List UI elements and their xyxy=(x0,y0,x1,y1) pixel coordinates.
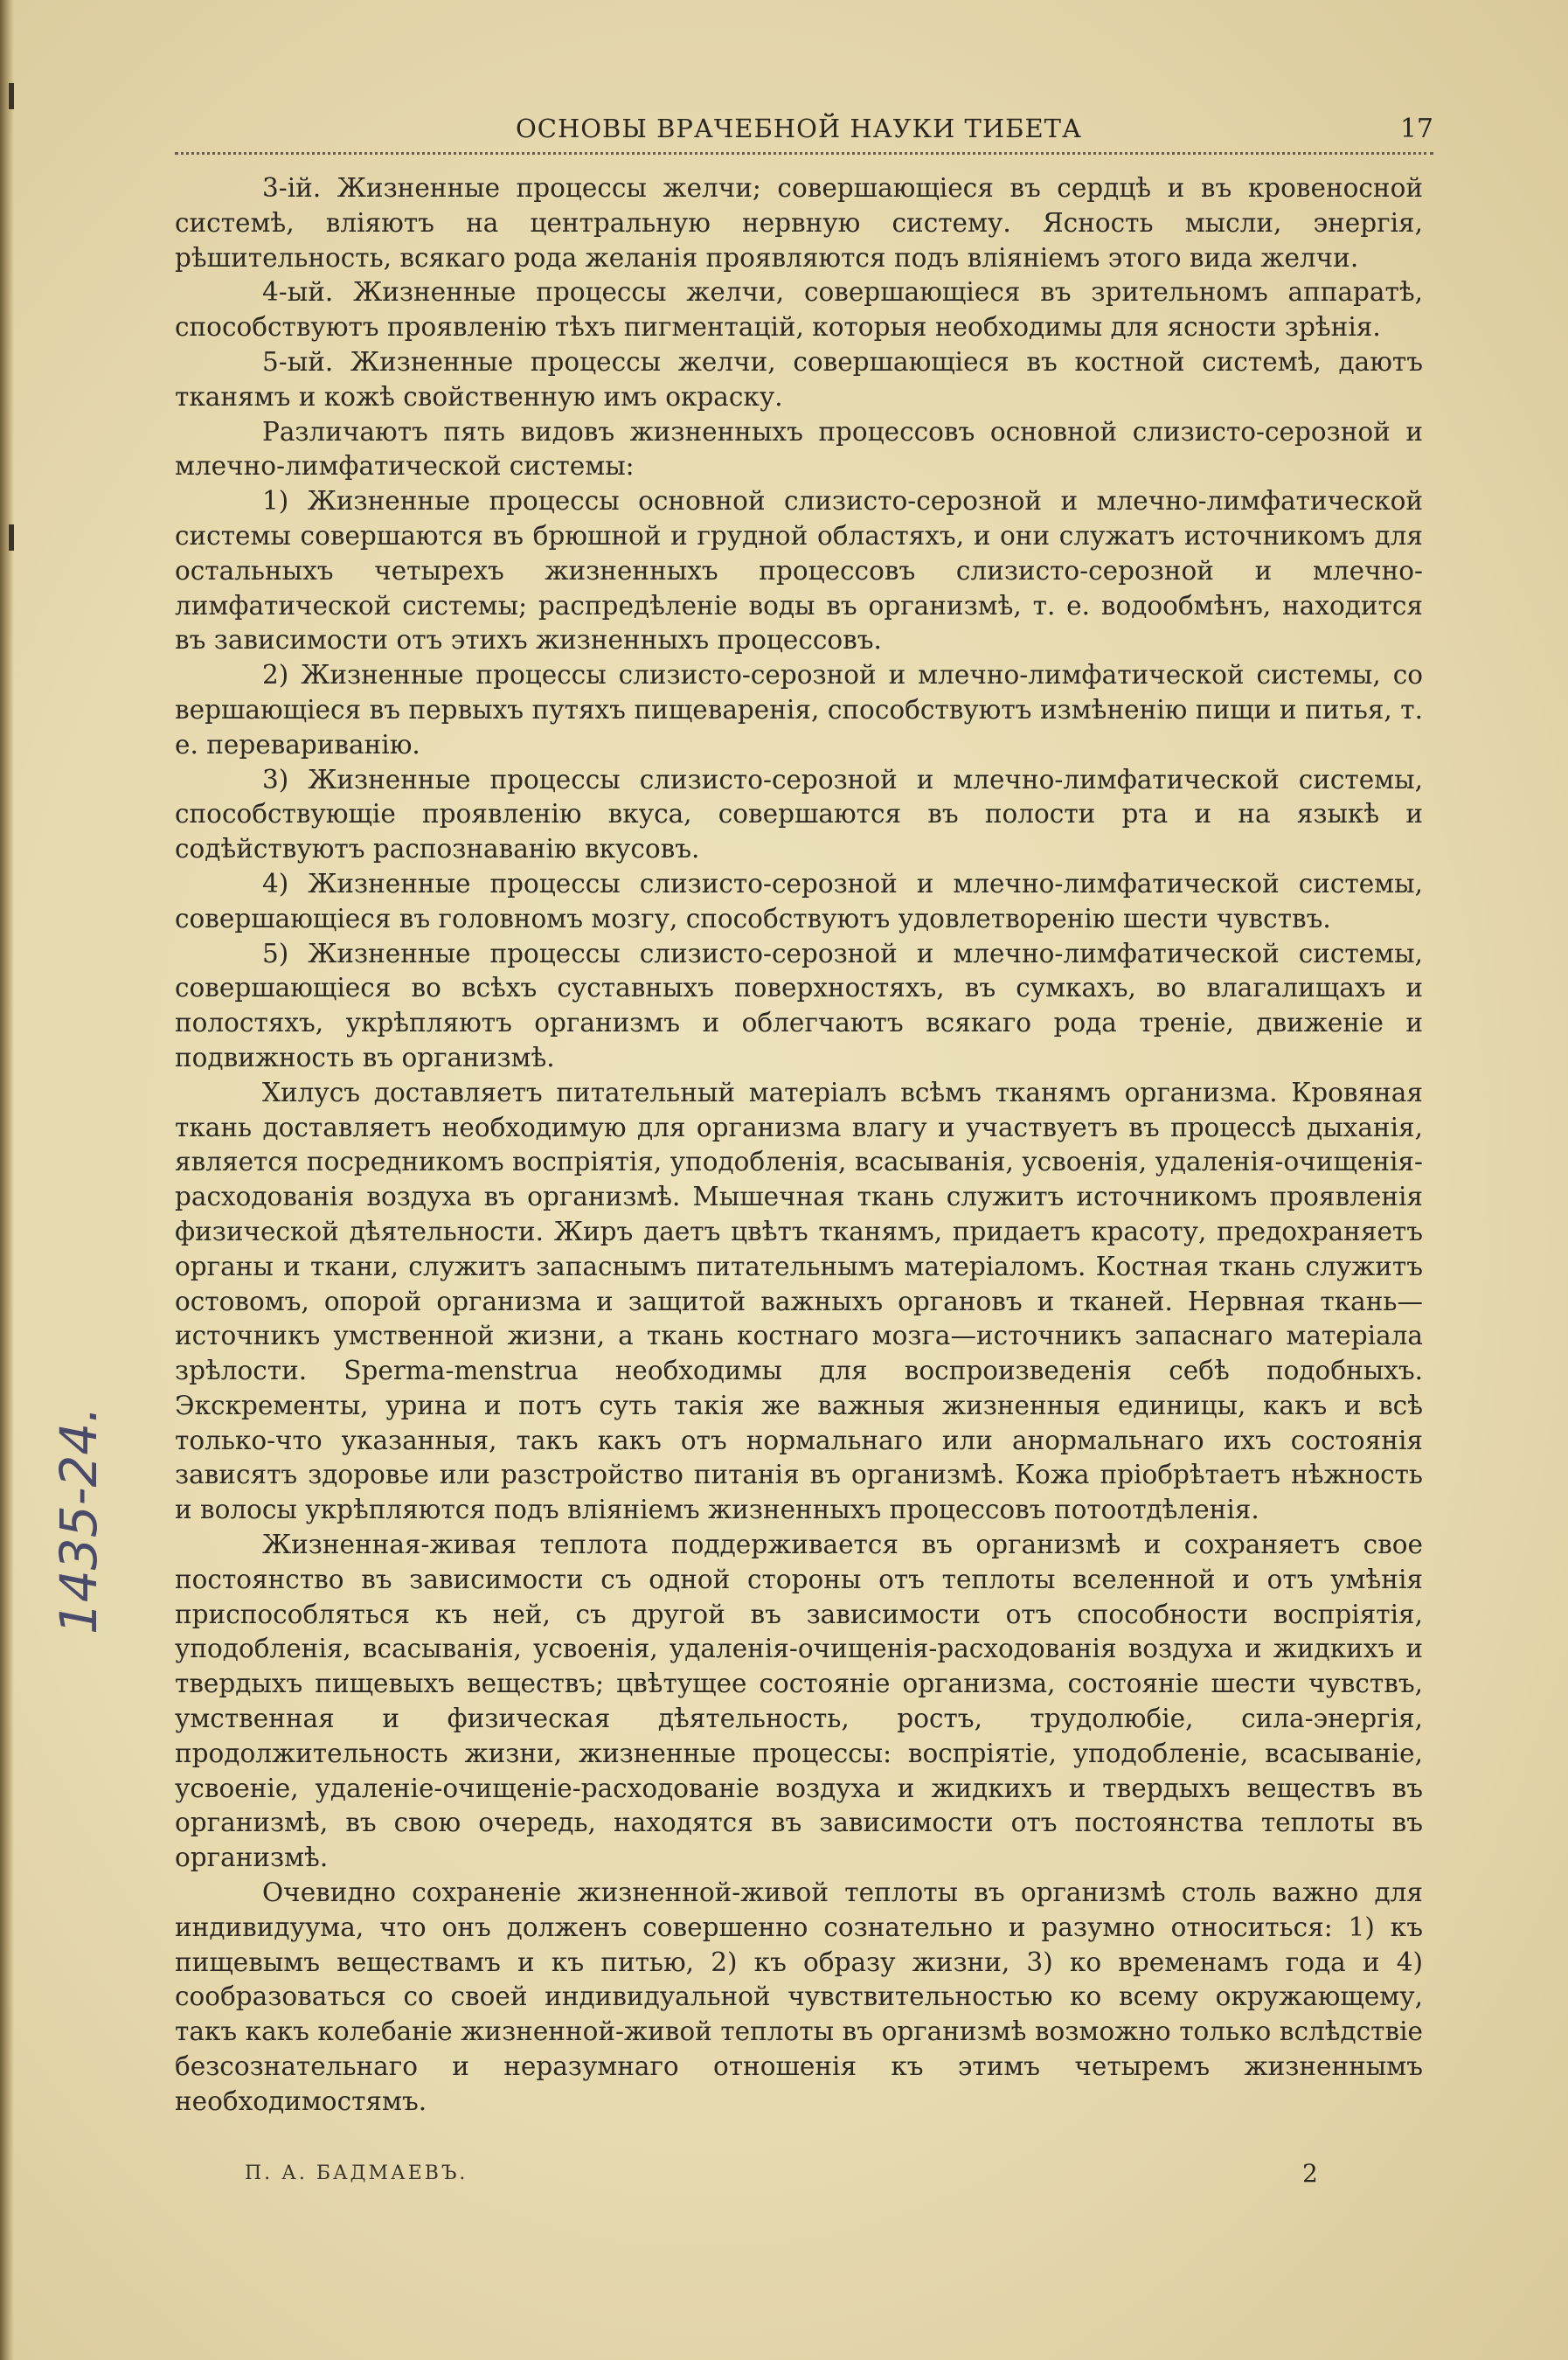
printer-signature-mark: 2 xyxy=(1302,2159,1318,2188)
author-signature-line: П. А. БАДМАЕВЪ. xyxy=(245,2162,468,2184)
paragraph: 2) Жизненные процессы слизисто-серозной и млечно-лимфатической системы, со вершающіеся въ первыхъ путяхъ пищеваренія, способствуютъ измѣненію пищи и питья, т. е. перевариванію. xyxy=(175,660,1423,760)
paragraph: Очевидно сохраненіе жизненной-живой теплоты въ организмѣ столь важно для индивидуума, что онъ долженъ совершенно сознательно и разумно относиться: 1) къ пищевымъ веществамъ и къ питью, 2) къ образу жизни, 3) ко временамъ года и 4) сообразоваться со своей индивидуальной чувствительностью ко всему окружающему, такъ какъ колебаніе жизненной-живой теплоты въ организмѣ возможно только вслѣдствіе безсознательнаго и неразумнаго отношенія къ этимъ четыремъ жизненнымъ необходимостямъ. xyxy=(175,1878,1423,2116)
paragraph: Различаютъ пять видовъ жизненныхъ процессовъ основной слизисто-серозной и млечно-лимфатической системы: xyxy=(175,416,1423,482)
paragraph: 1) Жизненные процессы основной слизисто-серозной и млечно-лимфатической системы совершаются въ брюшной и грудной областяхъ, и они служатъ источникомъ для остальныхъ четырехъ жизненныхъ процессовъ слизисто-серозной и млечно-лимфатической системы; распредѣленіе воды въ организмѣ, т. е. водообмѣнъ, находится въ зависимости отъ этихъ жизненныхъ процессовъ. xyxy=(175,486,1423,656)
paragraph: 4) Жизненные процессы слизисто-серозной и млечно-лимфатической системы, совершающіеся въ головномъ мозгу, способствуютъ удовлетворенію шести чувствъ. xyxy=(175,868,1423,934)
body-text xyxy=(175,171,1423,2120)
page-number: 17 xyxy=(1399,114,1433,144)
paragraph: 3-ій. Жизненные процессы желчи; совершающіеся въ сердцѣ и въ кровеносной системѣ, вліяютъ на центральную нервную систему. Ясность мысли, энергія, рѣшительность, всякаго рода желанія проявляются подъ вліяніемъ этого вида желчи. xyxy=(175,173,1423,273)
handwritten-marginal-note: 1435-24. xyxy=(49,1406,108,1635)
paragraph: Жизненная-живая теплота поддерживается въ организмѣ и сохраняетъ свое постоянство въ зависимости съ одной стороны отъ теплоты вселенной и отъ умѣнія приспособляться къ ней, съ другой въ зависимости отъ способности воспріятія, уподобленія, всасыванія, усвоенія, удаленія-очищенія-расходованія воздуха и жидкихъ и твердыхъ пищевыхъ веществъ; цвѣтущее состояніе организма, состояніе шести чувствъ, умственная и физическая дѣятельность, ростъ, трудолюбіе, сила-энергія, продолжительность жизни, жизненные процессы: воспріятіе, уподобленіе, всасываніе, усвоеніе, удаленіе-очищеніе-расходованіе воздуха и жидкихъ и твердыхъ веществъ въ организмѣ, въ свою очередь, находятся въ зависимости отъ постоянства теплоты въ организмѣ. xyxy=(175,1530,1423,1873)
paragraph: Хилусъ доставляетъ питательный матеріалъ всѣмъ тканямъ организма. Кровяная ткань доставляетъ необходимую для организма влагу и участвуетъ въ процессѣ дыханія, является посредникомъ воспріятія, уподобленія, всасыванія, усвоенія, удаленія-очищенія-расходованія воздуха въ организмѣ. Мышечная ткань служитъ источникомъ проявленія физической дѣятельности. Жиръ даетъ цвѣтъ тканямъ, придаетъ красоту, предохраняетъ органы и ткани, служитъ запаснымъ питательнымъ матеріаломъ. Костная ткань служитъ остовомъ, опорой организма и защитой важныхъ органовъ и тканей. Нервная ткань—источникъ умственной жизни, а ткань костнаго мозга—источникъ запаснаго матеріала зрѣлости. Sperma-menstrua необходимы для воспроизведенія себѣ подобныхъ. Экскременты, урина и потъ суть такія же важныя жизненныя единицы, какъ и всѣ только-что указанныя, такъ какъ отъ нормальнаго или анормальнаго ихъ состоянія зависятъ здоровье или разстройство питанія въ организмѣ. Кожа пріобрѣтаетъ нѣжность и волосы укрѣпляются подъ вліяніемъ жизненныхъ процессовъ потоотдѣленія. xyxy=(175,1077,1423,1525)
page-footer xyxy=(175,2159,1433,2190)
running-header xyxy=(175,114,1433,152)
binding-mark xyxy=(9,524,14,551)
paragraph: 5-ый. Жизненные процессы желчи, совершающіеся въ костной системѣ, даютъ тканямъ и кожѣ свойственную имъ окраску. xyxy=(175,346,1423,412)
page-binding-edge xyxy=(0,0,14,2360)
paragraph: 3) Жизненные процессы слизисто-серозной и млечно-лимфатической системы, способствующіе проявленію вкуса, совершаются въ полости рта и на языкѣ и содѣйствуютъ распознаванію вкусовъ. xyxy=(175,764,1423,864)
paragraph: 5) Жизненные процессы слизисто-серозной и млечно-лимфатической системы, совершающіеся во всѣхъ суставныхъ поверхностяхъ, въ сумкахъ, во влагалищахъ и полостяхъ, укрѣпляютъ организмъ и облегчаютъ всякаго рода треніе, движеніе и подвижность въ организмѣ. xyxy=(175,938,1423,1072)
paragraph: 4-ый. Жизненные процессы желчи, совершающіеся въ зрительномъ аппаратѣ, способствуютъ проявленію тѣхъ пигментацій, которыя необходимы для ясности зрѣнія. xyxy=(175,277,1423,343)
header-divider xyxy=(175,152,1433,155)
running-title: ОСНОВЫ ВРАЧЕБНОЙ НАУКИ ТИБЕТА xyxy=(516,114,1082,143)
binding-mark xyxy=(9,83,14,109)
